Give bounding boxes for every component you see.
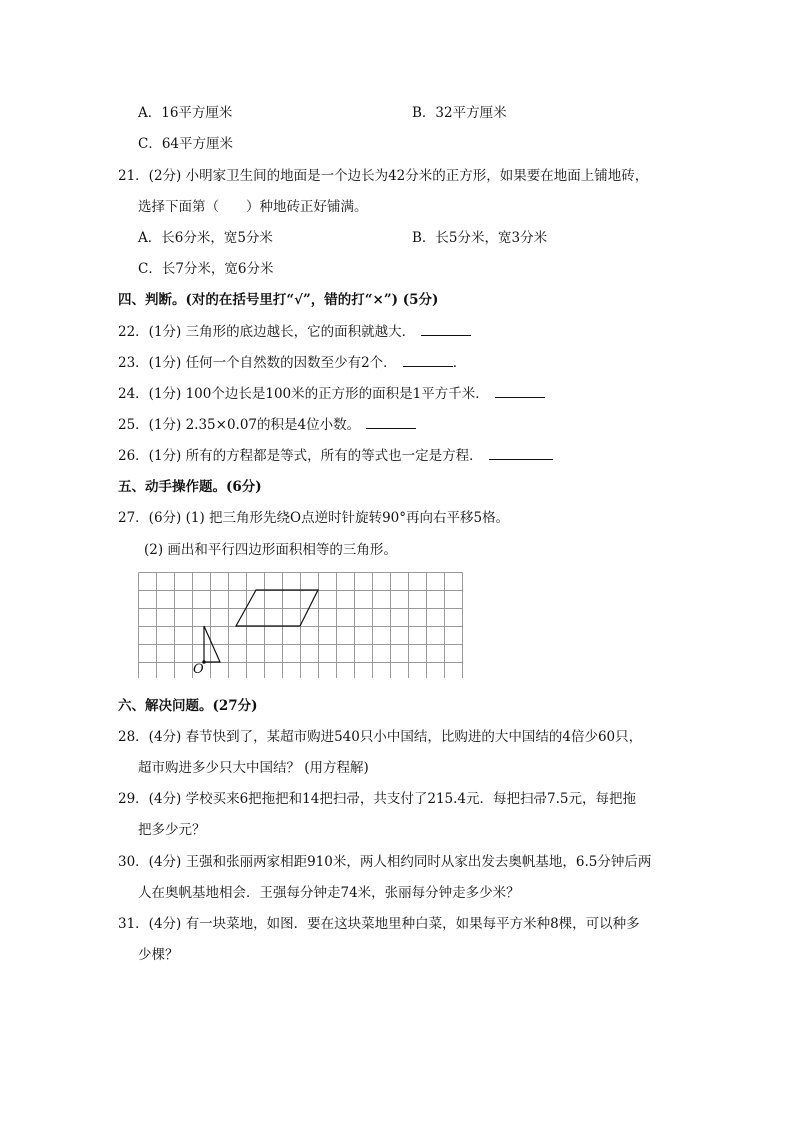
q21-text-line1: 21．(2分) 小明家卫生间的地面是一个边长为42分米的正方形，如果要在地面上铺地砖，	[118, 168, 649, 184]
q22-text: 22．(1分) 三角形的底边越长，它的面积就越大．	[118, 324, 416, 340]
q21-option-b: B．长5分米，宽3分米	[412, 230, 548, 246]
q22-item	[118, 323, 471, 341]
q30-text-line1: 30．(4分) 王强和张丽两家相距910米，两人相约同时从家出发去奥帆基地，6.5分钟后两	[118, 854, 652, 870]
answer-blank[interactable]	[421, 323, 471, 336]
q26-text: 26．(1分) 所有的方程都是等式，所有的等式也一定是方程．	[118, 448, 483, 464]
q23-item	[118, 354, 466, 372]
q27-text-line1: 27．(6分) (1) 把三角形先绕O点逆时针旋转90°再向右平移5格。	[118, 510, 510, 526]
q29-text-line2: 把多少元？	[138, 822, 206, 838]
q20-option-c: C．64平方厘米	[138, 136, 234, 152]
q21-option-c: C．长7分米，宽6分米	[138, 261, 274, 277]
answer-blank[interactable]	[403, 354, 453, 367]
q28-text-line1: 28．(4分) 春节快到了，某超市购进540只小中国结，比购进的大中国结的4倍少60只，	[118, 729, 643, 745]
section-4-heading: 四、判断。(对的在括号里打“√”，错的打“×”) (5分)	[118, 292, 439, 308]
q30-text-line2: 人在奥帆基地相会．王强每分钟走74米，张丽每分钟走多少米？	[138, 885, 520, 901]
q23-text: 23．(1分) 任何一个自然数的因数至少有2个．	[118, 355, 397, 371]
answer-blank[interactable]	[366, 416, 416, 429]
answer-blank[interactable]	[489, 447, 553, 460]
grid-canvas	[138, 572, 464, 678]
q31-text-line2: 少棵？	[138, 947, 179, 963]
q20-option-a: A．16平方厘米	[138, 105, 233, 121]
q31-text-line1: 31．(4分) 有一块菜地，如图．要在这块菜地里种白菜，如果每平方米种8棵，可以种多	[118, 916, 640, 932]
section-5-heading: 五、动手操作题。(6分)	[118, 479, 262, 495]
q24-text: 24．(1分) 100个边长是100米的正方形的面积是1平方千米．	[118, 386, 489, 402]
q25-text: 25．(1分) 2.35×0.07的积是4位小数。	[118, 417, 361, 433]
q26-item	[118, 447, 553, 465]
q20-option-b: B．32平方厘米	[412, 105, 507, 121]
q24-item	[118, 385, 545, 403]
q28-text-line2: 超市购进多少只大中国结？ (用方程解)	[138, 760, 369, 776]
point-o-label: O	[193, 662, 204, 677]
q25-item	[118, 416, 416, 434]
q27-text-line2: (2) 画出和平行四边形面积相等的三角形。	[144, 542, 397, 558]
q21-option-a: A．长6分米，宽5分米	[138, 230, 273, 246]
q29-text-line1: 29．(4分) 学校买来6把拖把和14把扫帚，共支付了215.4元．每把扫帚7.5元，每把拖	[118, 791, 636, 807]
grid-figure	[138, 572, 464, 678]
section-6-heading: 六、解决问题。(27分)	[118, 698, 258, 714]
q23-tail: ．	[452, 355, 467, 371]
q21-text-line2: 选择下面第（ ）种地砖正好铺满。	[138, 199, 368, 215]
answer-blank[interactable]	[495, 385, 545, 398]
